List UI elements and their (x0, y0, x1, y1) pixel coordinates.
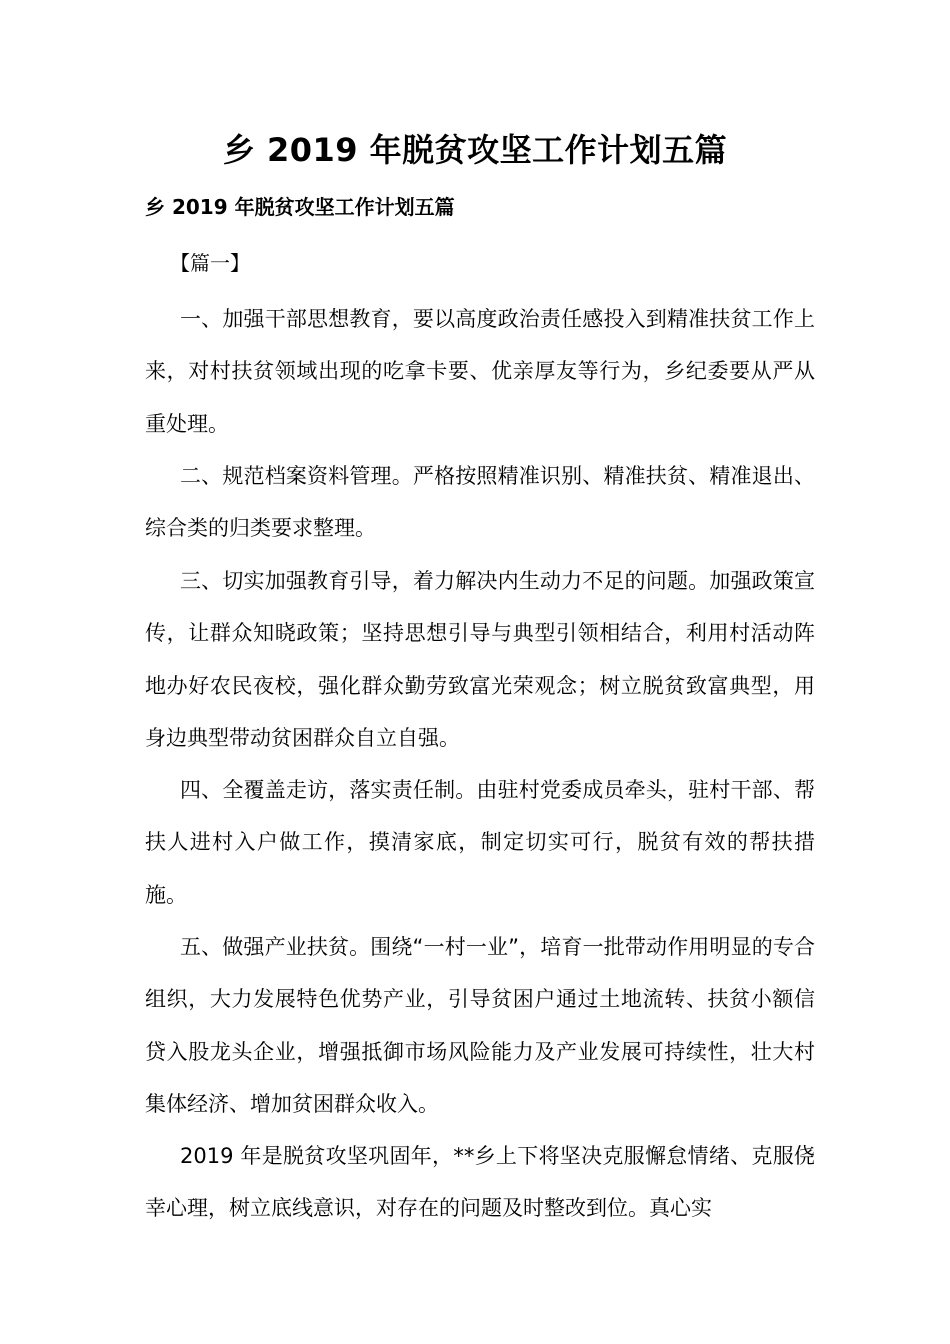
document-title: 乡 2019 年脱贫攻坚工作计划五篇 (222, 131, 728, 169)
paragraph-3: 三、切实加强教育引导，着力解决内生动力不足的问题。加强政策宣传，让群众知晓政策；坚持思想引导与典型引领相结合，利用村活动阵地办好农民夜校，强化群众勤劳致富光荣观念；树立脱贫致富典型，用身边典型带动贫困群众自立自强。 (145, 569, 815, 750)
paragraph-4: 四、全覆盖走访，落实责任制。由驻村党委成员牵头，驻村干部、帮扶人进村入户做工作，摸清家底，制定切实可行，脱贫有效的帮扶措施。 (145, 778, 815, 907)
paragraph-5: 五、做强产业扶贫。围绕“一村一业”，培育一批带动作用明显的专合组织，大力发展特色优势产业，引导贫困户通过土地流转、扶贫小额信贷入股龙头企业，增强抵御市场风险能力及产业发展可持续性，壮大村集体经济、增加贫困群众收入。 (145, 935, 815, 1116)
paragraph-1: 一、加强干部思想教育，要以高度政治责任感投入到精准扶贫工作上来，对村扶贫领域出现的吃拿卡要、优亲厚友等行为，乡纪委要从严从重处理。 (145, 307, 815, 436)
document-subtitle: 乡 2019 年脱贫攻坚工作计划五篇 (145, 195, 455, 219)
section-label: 【篇一】 (170, 251, 250, 275)
paragraph-2: 二、规范档案资料管理。严格按照精准识别、精准扶贫、精准退出、综合类的归类要求整理。 (145, 464, 815, 541)
paragraph-6: 2019 年是脱贫攻坚巩固年，**乡上下将坚决克服懈怠情绪、克服侥幸心理，树立底线意识，对存在的问题及时整改到位。真心实 (145, 1144, 815, 1221)
